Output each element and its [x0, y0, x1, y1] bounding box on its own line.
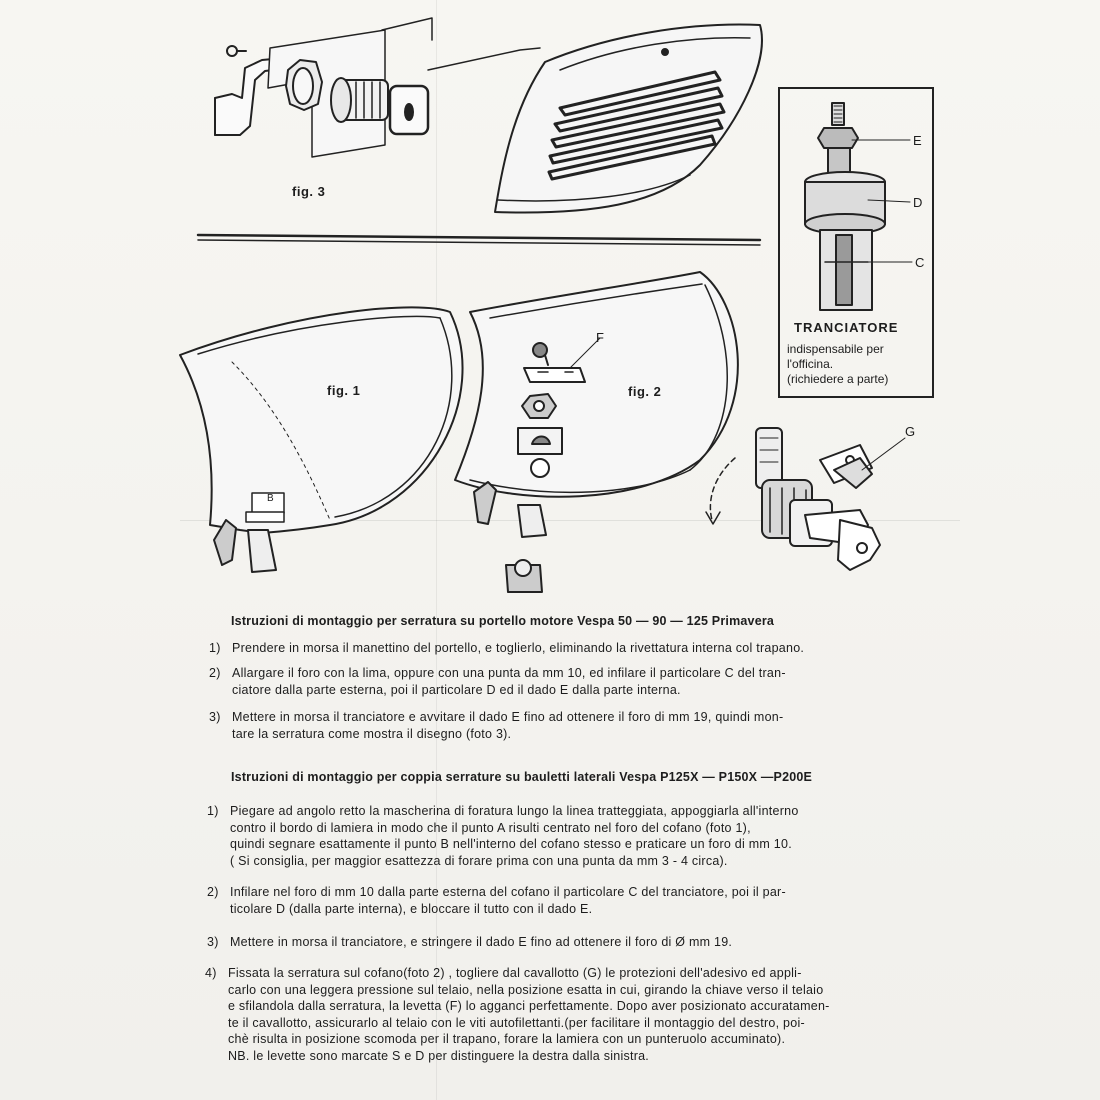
- fig3-label: fig. 3: [292, 184, 326, 199]
- callout-f: F: [596, 330, 604, 345]
- fig2-label: fig. 2: [628, 384, 662, 399]
- step-number: 2): [209, 666, 221, 680]
- step-line: carlo con una leggera pressione sul telaio, nella posizione esatta in cui, girando la chiave verso il telaio: [228, 982, 824, 997]
- fig1-label: fig. 1: [327, 383, 361, 398]
- step-line: Allargare il foro con la lima, oppure con una punta da mm 10, ed infilare il particolare C del tran-: [232, 666, 786, 680]
- tranciatore-note-line: indispensabile per: [787, 342, 884, 356]
- callout-g: G: [905, 424, 916, 439]
- tranciatore-note-line: (richiedere a parte): [787, 372, 889, 386]
- fig1-side-panel-drawing: [180, 307, 463, 572]
- step-line: NB. le levette sono marcate S e D per distinguere la destra dalla sinistra.: [228, 1048, 650, 1063]
- step-number: 3): [207, 935, 219, 949]
- step-line: Prendere in morsa il manettino del portello, e toglierlo, eliminando la rivettatura interna col trapano.: [232, 641, 805, 655]
- step-line: Infilare nel foro di mm 10 dalla parte esterna del cofano il particolare C del tranciatore, poi il par-: [230, 885, 786, 899]
- step-line: Fissata la serratura sul cofano(foto 2) , togliere dal cavallotto (G) le protezioni dell'adesivo ed appli-: [228, 966, 802, 980]
- step-line: ( Si consiglia, per maggior esattezza di forare prima con una punta da mm 3 - 4 circa).: [230, 853, 728, 868]
- step-line: e sfilandola dalla serratura, la levetta (F) lo agganci perfettamente. Dopo aver posizionato accuratamen-: [228, 999, 830, 1013]
- step-number: 1): [209, 641, 221, 655]
- step-line: chè risulta in posizione scomoda per il trapano, forare la lamiera con un punteruolo accuminato).: [228, 1032, 786, 1046]
- section1-heading: Istruzioni di montaggio per serratura su portello motore Vespa 50 — 90 — 125 Primavera: [231, 614, 775, 628]
- step-number: 4): [205, 966, 217, 980]
- callout-b: B: [267, 493, 274, 504]
- step-number: 3): [209, 710, 221, 724]
- callout-c: C: [915, 255, 925, 270]
- callout-d: D: [913, 195, 923, 210]
- step-line: tare la serratura come mostra il disegno (foto 3).: [232, 726, 512, 741]
- tranciatore-title: TRANCIATORE: [794, 320, 899, 335]
- step-line: ciatore dalla parte esterna, poi il particolare D ed il dado E dalla parte interna.: [232, 682, 681, 697]
- step-line: quindi segnare esattamente il punto B nell'interno del cofano stesso e praticare un foro di mm 10.: [230, 837, 792, 851]
- step-line: ticolare D (dalla parte interna), e bloccare il tutto con il dado E.: [230, 901, 593, 916]
- step-number: 2): [207, 885, 219, 899]
- lock-with-key-drawing: [706, 428, 905, 570]
- section2-heading: Istruzioni di montaggio per coppia serrature su bauletti laterali Vespa P125X — P150X —P200E: [231, 770, 813, 784]
- step-line: Piegare ad angolo retto la mascherina di foratura lungo la linea tratteggiata, appoggiarla all'interno: [230, 804, 799, 818]
- step-line: Mettere in morsa il tranciatore, e stringere il dado E fino ad ottenere il foro di Ø mm 19.: [230, 935, 733, 949]
- step-line: contro il bordo di lamiera in modo che il punto A risulti centrato nel foro del cofano (foto 1),: [230, 820, 751, 835]
- step-line: Mettere in morsa il tranciatore e avvitare il dado E fino ad ottenere il foro di mm 19, quindi mon-: [232, 710, 784, 724]
- engine-cowl-drawing: [495, 25, 762, 213]
- step-line: te il cavallotto, assicurarlo al telaio con le viti autofilettanti.(per facilitare il montaggio del destro, poi-: [228, 1015, 805, 1030]
- callout-e: E: [913, 133, 922, 148]
- step-number: 1): [207, 804, 219, 818]
- fig2-side-panel-drawing: [455, 272, 738, 592]
- tranciatore-note: [787, 342, 929, 387]
- tranciatore-note-line: l'officina.: [787, 357, 834, 371]
